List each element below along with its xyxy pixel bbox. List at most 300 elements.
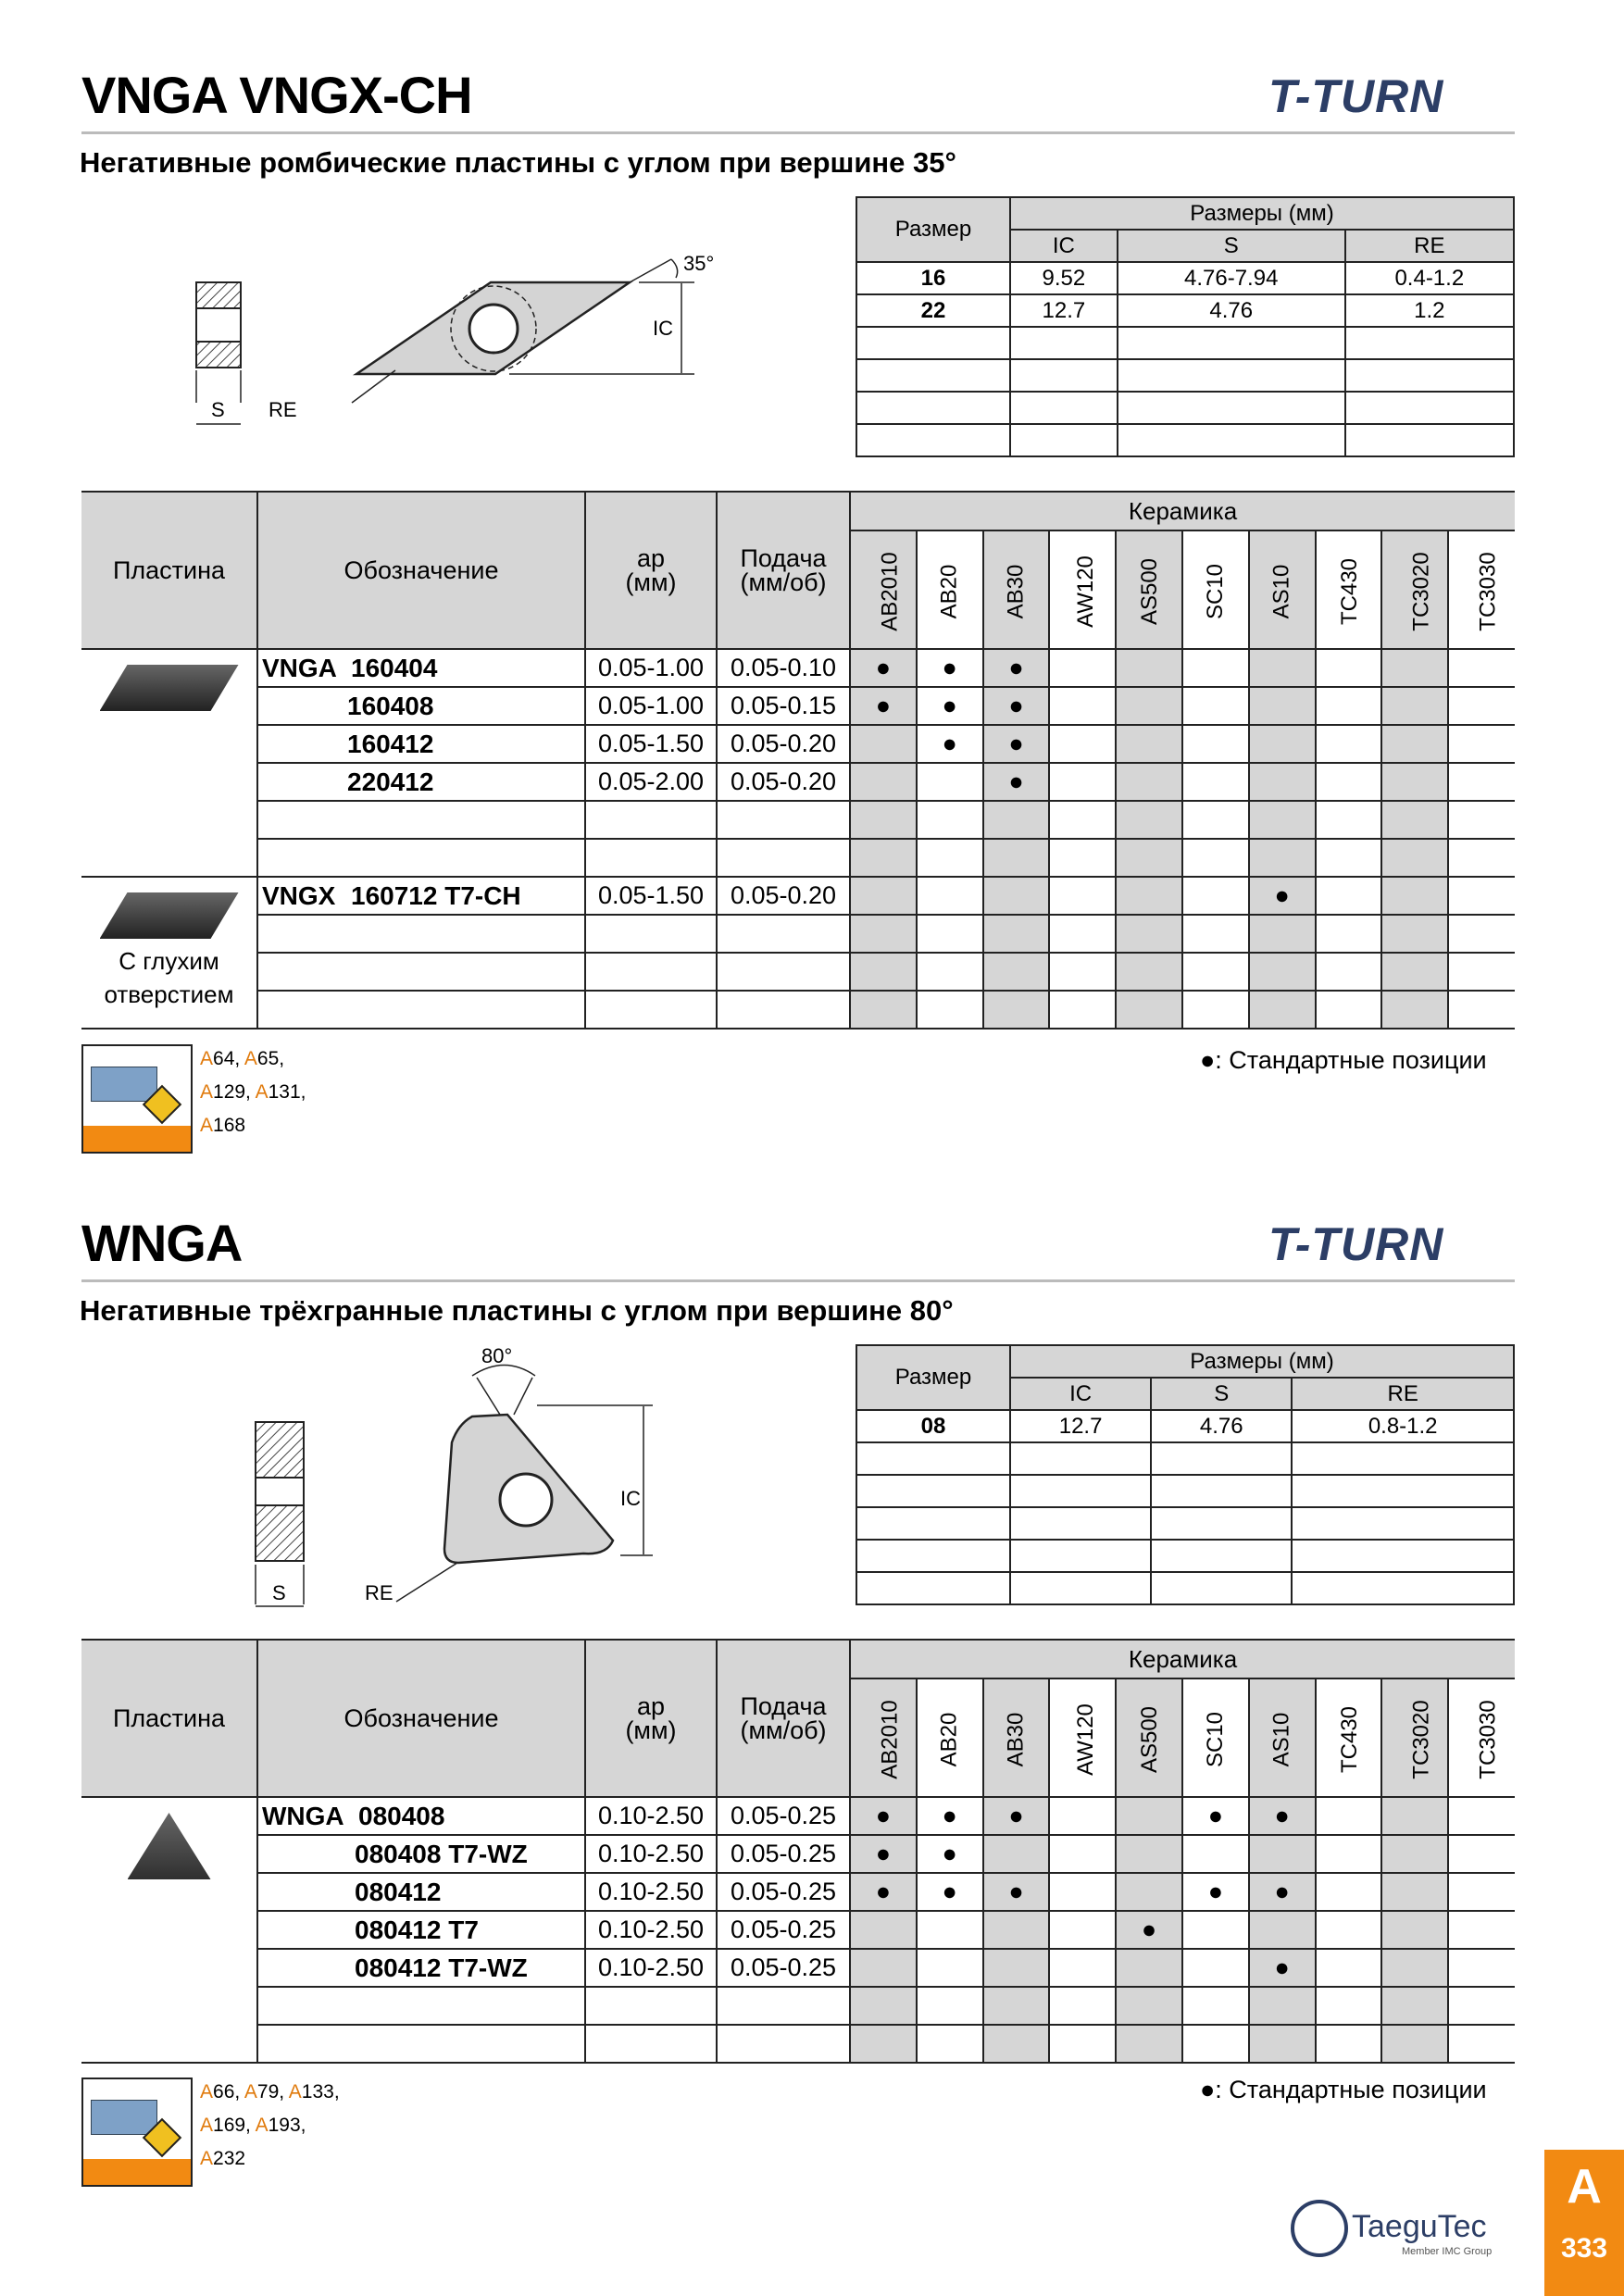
- grade-mark: [850, 2025, 917, 2063]
- table-row: [81, 953, 1515, 991]
- grade-label: TC430: [1336, 557, 1362, 625]
- designation-cell: [257, 1835, 585, 1873]
- grade-mark: ●: [983, 763, 1050, 801]
- grade-mark: [850, 763, 917, 801]
- table-row: [81, 1797, 1515, 1835]
- ap-header: ap (мм): [585, 492, 717, 649]
- brand-logo: [1268, 1217, 1443, 1271]
- vnga-dimension-table: [856, 196, 1515, 457]
- grade-mark: [850, 1949, 917, 1987]
- ref-page: 169,: [213, 2115, 256, 2136]
- feed-cell: [717, 1987, 850, 2025]
- feed-cell: [717, 2025, 850, 2063]
- grade-mark: [917, 877, 983, 915]
- grade-mark: [1381, 725, 1448, 763]
- feed-cell: 0.05-0.25: [717, 1835, 850, 1873]
- table-row: [81, 2025, 1515, 2063]
- grade-mark: [917, 953, 983, 991]
- feed-header: Подача (мм/об): [717, 492, 850, 649]
- grade-mark: [1182, 915, 1249, 953]
- ref-page: 232: [213, 2148, 246, 2169]
- grade-mark: [983, 877, 1050, 915]
- ref-page: 131,: [268, 1081, 306, 1103]
- page-number: 333: [1560, 2233, 1608, 2264]
- ref-letter: A: [200, 1081, 214, 1103]
- grade-mark: [983, 1835, 1050, 1873]
- grade-mark: [1116, 801, 1182, 839]
- ref-letter: A: [288, 2081, 302, 2103]
- ap-cell: [585, 801, 717, 839]
- grade-header: [1381, 1678, 1448, 1797]
- designation-cell: [257, 649, 585, 687]
- grade-mark: [1316, 687, 1382, 725]
- grade-label: TC3020: [1409, 1699, 1435, 1779]
- s-label: S: [211, 398, 225, 421]
- grade-mark: [1182, 2025, 1249, 2063]
- designation-cell: [257, 1797, 585, 1835]
- grade-mark: [1316, 915, 1382, 953]
- col-header: RE: [1292, 1378, 1514, 1410]
- grade-mark: [1116, 991, 1182, 1029]
- grade-mark: [1316, 725, 1382, 763]
- ceramic-header: Керамика: [850, 1640, 1515, 1678]
- grade-mark: [917, 1911, 983, 1949]
- designation-code: 220412: [347, 767, 434, 796]
- series-label: WNGA: [262, 1801, 344, 1830]
- grade-mark: [1182, 763, 1249, 801]
- table-row: [81, 991, 1515, 1029]
- feed-cell: 0.05-0.25: [717, 1873, 850, 1911]
- designation-cell: [257, 1873, 585, 1911]
- grade-mark: [850, 953, 917, 991]
- title-rule: [81, 131, 1515, 134]
- grade-mark: [1116, 953, 1182, 991]
- grade-mark: [1049, 1987, 1116, 2025]
- ref-letter: A: [200, 1115, 214, 1136]
- grade-header: [1448, 1678, 1515, 1797]
- designation-cell: [257, 1987, 585, 2025]
- designation-header: Обозначение: [257, 492, 585, 649]
- grade-mark: [983, 839, 1050, 877]
- feed-cell: 0.05-0.20: [717, 877, 850, 915]
- grade-mark: [1316, 2025, 1382, 2063]
- grade-mark: ●: [917, 687, 983, 725]
- dims-header: Размеры (мм): [1010, 197, 1514, 230]
- ap-cell: [585, 1987, 717, 2025]
- grade-mark: [1381, 839, 1448, 877]
- vnga-insert-drawing: [176, 250, 731, 444]
- grade-label: TC3030: [1475, 1699, 1501, 1779]
- grade-mark: [1249, 839, 1316, 877]
- grade-mark: [1448, 1987, 1515, 2025]
- grade-mark: [1249, 953, 1316, 991]
- grade-mark: [917, 801, 983, 839]
- ic-cell: 12.7: [1010, 1410, 1151, 1442]
- grade-header: [917, 530, 983, 649]
- table-row: [81, 1873, 1515, 1911]
- grade-mark: [1116, 1987, 1182, 2025]
- grade-mark: [850, 915, 917, 953]
- grade-mark: [1049, 839, 1116, 877]
- grade-mark: ●: [1249, 877, 1316, 915]
- wnga-dimension-table: [856, 1344, 1515, 1605]
- grade-mark: [1116, 725, 1182, 763]
- grade-mark: [1049, 801, 1116, 839]
- grade-mark: [1182, 649, 1249, 687]
- toolholder-icon: [81, 2078, 193, 2187]
- ap-cell: [585, 839, 717, 877]
- s-cell: 4.76-7.94: [1118, 262, 1345, 294]
- grade-mark: [1448, 915, 1515, 953]
- col-header: S: [1118, 230, 1345, 262]
- grade-header: [1381, 530, 1448, 649]
- grade-mark: [1448, 763, 1515, 801]
- grade-mark: [1116, 687, 1182, 725]
- grade-mark: [1116, 877, 1182, 915]
- table-row: [81, 763, 1515, 801]
- grade-mark: ●: [917, 1835, 983, 1873]
- designation-code: 160408: [347, 691, 434, 720]
- designation-cell: [257, 687, 585, 725]
- grade-mark: ●: [1249, 1949, 1316, 1987]
- insert-photo: [128, 1813, 211, 1896]
- standard-note: ●: Стандартные позиции: [1200, 1046, 1487, 1074]
- grade-mark: [1316, 1911, 1382, 1949]
- grade-mark: [1049, 687, 1116, 725]
- table-row: [81, 1911, 1515, 1949]
- grade-header: [850, 530, 917, 649]
- grade-mark: [983, 1949, 1050, 1987]
- grade-label: SC10: [1202, 563, 1228, 619]
- grade-mark: [1381, 953, 1448, 991]
- size-cell: 22: [856, 294, 1010, 327]
- grade-mark: [1381, 877, 1448, 915]
- grade-mark: [1049, 1835, 1116, 1873]
- s-cell: 4.76: [1151, 1410, 1292, 1442]
- grade-mark: ●: [1249, 1797, 1316, 1835]
- grade-header: [1182, 530, 1249, 649]
- grade-mark: [1182, 991, 1249, 1029]
- grade-header: [1116, 1678, 1182, 1797]
- grade-header: [1249, 1678, 1316, 1797]
- grade-mark: ●: [917, 725, 983, 763]
- ref-letter: A: [255, 1081, 269, 1103]
- grade-mark: [1448, 953, 1515, 991]
- grade-mark: [917, 915, 983, 953]
- grade-header: [1316, 1678, 1382, 1797]
- table-row: [81, 687, 1515, 725]
- angle-label: 35°: [683, 252, 715, 275]
- grade-mark: [1116, 2025, 1182, 2063]
- grade-mark: ●: [983, 1797, 1050, 1835]
- grade-mark: ●: [917, 1797, 983, 1835]
- wnga-insert-drawing: [231, 1341, 676, 1618]
- grade-mark: [917, 763, 983, 801]
- re-cell: 0.4-1.2: [1345, 262, 1514, 294]
- grade-header: [1049, 530, 1116, 649]
- grade-mark: [1316, 763, 1382, 801]
- grade-header: [1316, 530, 1382, 649]
- grade-mark: [850, 991, 917, 1029]
- grade-mark: [1448, 725, 1515, 763]
- designation-code: 160412: [347, 729, 434, 758]
- section1-subtitle: Негативные ромбические пластины с углом при вершине 35°: [80, 146, 956, 179]
- ref-page: 64,: [213, 1048, 244, 1069]
- grade-mark: [1249, 801, 1316, 839]
- ref-page: 66,: [213, 2081, 244, 2103]
- ic-label: IC: [653, 317, 673, 340]
- grade-mark: [1249, 991, 1316, 1029]
- grade-mark: [1316, 1797, 1382, 1835]
- dims-header: Размеры (мм): [1010, 1345, 1514, 1378]
- ic-cell: 9.52: [1010, 262, 1118, 294]
- grade-mark: [1249, 649, 1316, 687]
- ap-header: ap (мм): [585, 1640, 717, 1797]
- grade-mark: [1249, 687, 1316, 725]
- grade-mark: ●: [850, 1797, 917, 1835]
- grade-mark: [1182, 953, 1249, 991]
- grade-mark: [1448, 1911, 1515, 1949]
- feed-cell: [717, 991, 850, 1029]
- grade-mark: ●: [1116, 1911, 1182, 1949]
- toolholder-icon: [81, 1044, 193, 1154]
- grade-mark: ●: [983, 687, 1050, 725]
- grade-mark: [1381, 2025, 1448, 2063]
- grade-mark: [1049, 763, 1116, 801]
- col-header: IC: [1010, 1378, 1151, 1410]
- grade-mark: ●: [850, 1873, 917, 1911]
- grade-mark: [1316, 839, 1382, 877]
- grade-mark: [1049, 649, 1116, 687]
- table-row: [81, 1987, 1515, 2025]
- grade-mark: [1049, 1873, 1116, 1911]
- grade-mark: [917, 1987, 983, 2025]
- grade-label: TC3030: [1475, 551, 1501, 631]
- col-header: RE: [1345, 230, 1514, 262]
- grade-mark: [983, 991, 1050, 1029]
- grade-mark: [1316, 877, 1382, 915]
- grade-mark: [1116, 1873, 1182, 1911]
- grade-mark: [1249, 1835, 1316, 1873]
- ap-cell: [585, 915, 717, 953]
- ref-letter: A: [200, 2081, 214, 2103]
- grade-mark: [1182, 687, 1249, 725]
- re-cell: 1.2: [1345, 294, 1514, 327]
- feed-cell: [717, 839, 850, 877]
- vnga-grade-table: [81, 491, 1515, 1029]
- grade-mark: [983, 915, 1050, 953]
- table-row: [81, 1835, 1515, 1873]
- s-cell: 4.76: [1118, 294, 1345, 327]
- ref-letter: A: [244, 1048, 257, 1069]
- ref-letter: A: [255, 2115, 269, 2136]
- feed-cell: 0.05-0.25: [717, 1949, 850, 1987]
- ref-letter: A: [200, 2115, 214, 2136]
- grade-mark: [1049, 991, 1116, 1029]
- grade-mark: [983, 1911, 1050, 1949]
- grade-mark: [917, 2025, 983, 2063]
- grade-label: AW120: [1073, 555, 1099, 628]
- grade-mark: [1049, 725, 1116, 763]
- grade-mark: [1182, 1835, 1249, 1873]
- grade-mark: [1182, 801, 1249, 839]
- grade-mark: [1381, 1949, 1448, 1987]
- table-row: [856, 262, 1514, 294]
- page-references: [200, 1042, 320, 1142]
- grade-mark: [1116, 649, 1182, 687]
- designation-code: 080408: [358, 1801, 445, 1830]
- grade-mark: [1049, 2025, 1116, 2063]
- plate-image-cell: [81, 1797, 257, 2063]
- tab-letter: A: [1567, 2160, 1602, 2214]
- table-row: [81, 839, 1515, 877]
- series-label: VNGX: [262, 880, 336, 910]
- insert-photo: [100, 892, 239, 939]
- designation-cell: [257, 953, 585, 991]
- designation-cell: [257, 1949, 585, 1987]
- grade-mark: ●: [983, 649, 1050, 687]
- designation-cell: [257, 2025, 585, 2063]
- insert-photo: [100, 665, 239, 711]
- grade-label: AB2010: [877, 1699, 903, 1779]
- grade-mark: [1448, 991, 1515, 1029]
- grade-mark: [1316, 1873, 1382, 1911]
- grade-header: [1182, 1678, 1249, 1797]
- grade-mark: [1448, 1835, 1515, 1873]
- table-row: [81, 877, 1515, 915]
- ref-letter: A: [200, 2148, 214, 2169]
- designation-cell: [257, 877, 585, 915]
- size-cell: 16: [856, 262, 1010, 294]
- grade-label: AB20: [936, 1712, 962, 1766]
- ref-page: 193,: [268, 2115, 306, 2136]
- company-logo: [1291, 2196, 1522, 2261]
- size-header: Размер: [856, 197, 1010, 262]
- grade-mark: ●: [850, 1835, 917, 1873]
- ap-cell: [585, 953, 717, 991]
- feed-cell: 0.05-0.15: [717, 687, 850, 725]
- grade-mark: [1381, 687, 1448, 725]
- grade-mark: [1381, 1797, 1448, 1835]
- brand-logo: [1268, 69, 1443, 123]
- grade-mark: [917, 991, 983, 1029]
- grade-mark: [1249, 725, 1316, 763]
- grade-mark: [1316, 1835, 1382, 1873]
- grade-mark: [1381, 915, 1448, 953]
- grade-mark: [1381, 801, 1448, 839]
- feed-cell: 0.05-0.20: [717, 725, 850, 763]
- feed-cell: 0.05-0.25: [717, 1797, 850, 1835]
- designation-header: Обозначение: [257, 1640, 585, 1797]
- ap-cell: 0.10-2.50: [585, 1797, 717, 1835]
- grade-mark: [1381, 1835, 1448, 1873]
- grade-header: [1116, 530, 1182, 649]
- feed-cell: 0.05-0.20: [717, 763, 850, 801]
- grade-mark: [850, 1987, 917, 2025]
- grade-mark: [1316, 953, 1382, 991]
- grade-mark: [1182, 877, 1249, 915]
- standard-note: ●: Стандартные позиции: [1200, 2076, 1487, 2103]
- plate-image-cell: [81, 877, 257, 1029]
- ref-page: 133,: [301, 2081, 340, 2103]
- grade-mark: [1381, 1987, 1448, 2025]
- re-label: RE: [269, 398, 297, 421]
- grade-mark: ●: [850, 687, 917, 725]
- grade-label: AB2010: [877, 551, 903, 631]
- grade-label: AS500: [1137, 1705, 1163, 1773]
- grade-label: AB20: [936, 564, 962, 618]
- ap-cell: 0.10-2.50: [585, 1835, 717, 1873]
- feed-cell: 0.05-0.25: [717, 1911, 850, 1949]
- grade-mark: [1116, 1835, 1182, 1873]
- grade-label: AB30: [1003, 1712, 1029, 1766]
- grade-mark: [1182, 1911, 1249, 1949]
- ceramic-header: Керамика: [850, 492, 1515, 530]
- ref-page: 79,: [256, 2081, 289, 2103]
- grade-mark: [1116, 915, 1182, 953]
- grade-mark: [1249, 915, 1316, 953]
- brand-logo-text: T-TURN: [1268, 70, 1444, 122]
- grade-mark: [1182, 1949, 1249, 1987]
- grade-mark: [983, 953, 1050, 991]
- page-references: [200, 2076, 357, 2176]
- grade-label: AS500: [1137, 557, 1163, 625]
- grade-header: [850, 1678, 917, 1797]
- grade-mark: [917, 1949, 983, 1987]
- designation-code: 160712 T7-CH: [351, 880, 521, 910]
- grade-mark: [1116, 839, 1182, 877]
- grade-mark: [1448, 877, 1515, 915]
- company-name: TaeguTec: [1352, 2209, 1487, 2244]
- grade-mark: ●: [1182, 1797, 1249, 1835]
- grade-mark: [1448, 687, 1515, 725]
- grade-mark: [850, 801, 917, 839]
- ap-cell: 0.05-1.00: [585, 649, 717, 687]
- section-tab: [1544, 2150, 1624, 2296]
- ap-cell: [585, 991, 717, 1029]
- ref-page: 129,: [213, 1081, 256, 1103]
- feed-cell: 0.05-0.10: [717, 649, 850, 687]
- grade-label: TC3020: [1409, 551, 1435, 631]
- designation-code: 080408 T7-WZ: [355, 1839, 528, 1868]
- series-label: VNGA: [262, 653, 337, 682]
- plate-header: Пластина: [81, 492, 257, 649]
- table-row: [81, 915, 1515, 953]
- grade-mark: [1316, 801, 1382, 839]
- re-cell: 0.8-1.2: [1292, 1410, 1514, 1442]
- plate-image-cell: [81, 649, 257, 877]
- grade-mark: [1381, 991, 1448, 1029]
- ap-cell: 0.05-1.50: [585, 877, 717, 915]
- grade-mark: [1381, 1873, 1448, 1911]
- size-header: Размер: [856, 1345, 1010, 1410]
- grade-mark: [1448, 1873, 1515, 1911]
- grade-header: [983, 1678, 1050, 1797]
- grade-mark: [1049, 1797, 1116, 1835]
- grade-mark: [1049, 915, 1116, 953]
- grade-mark: [1448, 1797, 1515, 1835]
- grade-header: [1249, 530, 1316, 649]
- grade-mark: [1116, 1949, 1182, 1987]
- grade-mark: [1316, 1949, 1382, 1987]
- grade-mark: [1249, 2025, 1316, 2063]
- grade-mark: [850, 839, 917, 877]
- grade-mark: [983, 1987, 1050, 2025]
- grade-mark: [1049, 953, 1116, 991]
- title-rule: [81, 1279, 1515, 1282]
- grade-header: [1049, 1678, 1116, 1797]
- grade-mark: [1249, 763, 1316, 801]
